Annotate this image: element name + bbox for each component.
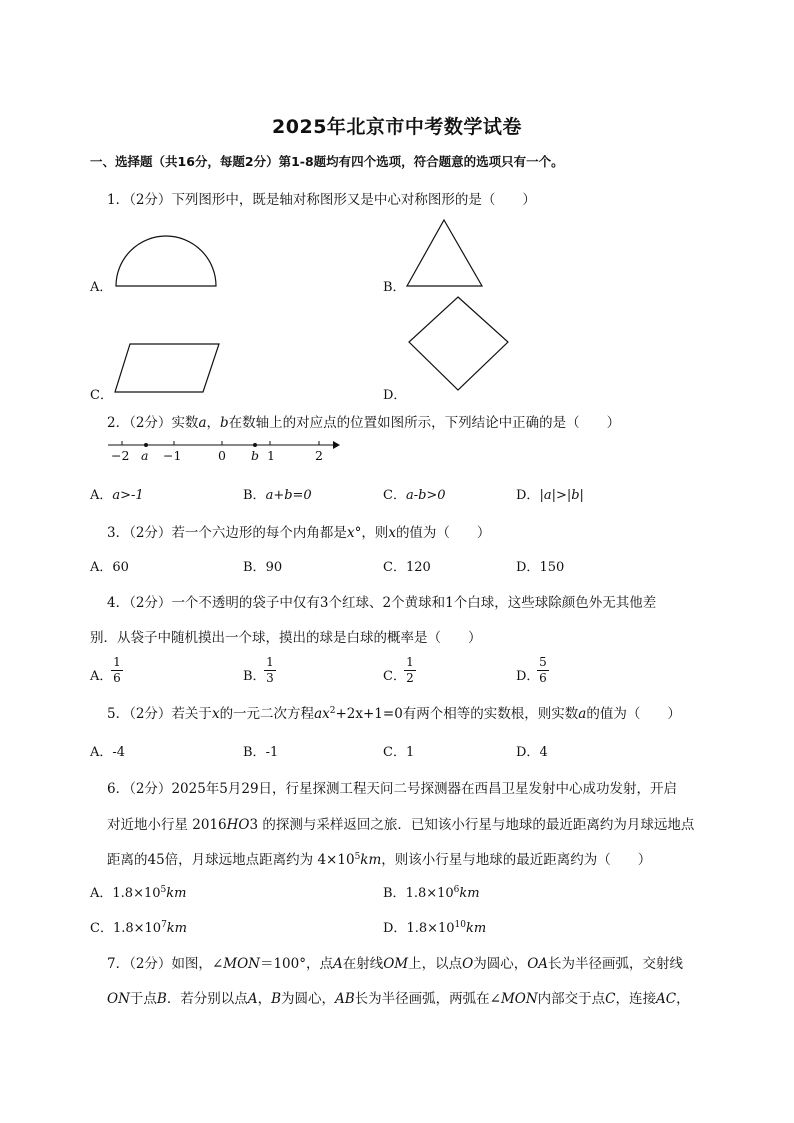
point-a [144,443,148,447]
semicircle-icon [110,230,222,290]
numerator: 1 [111,655,123,671]
number-line [108,436,340,466]
question-number: 5．（2分） [107,706,172,722]
q5-option-c [383,741,414,760]
question-6-line-2 [107,813,694,833]
square-diamond-icon [400,292,515,397]
tick-label: 1 [267,448,275,463]
q4-option-a-label: A． [90,669,113,684]
tick-label: 2 [315,448,323,463]
question-text: ， [257,991,272,1007]
option-value: 1.8×10 [405,886,454,901]
option-label: B． [243,488,266,503]
option-value: 120 [405,560,431,575]
unit: km [166,886,187,901]
equation: ax [314,706,330,722]
option-a-label: A． [90,280,113,295]
option-label: B． [243,560,266,575]
tick-label: a [141,448,149,463]
option-value: 1 [405,745,415,760]
option-label: C． [90,921,113,936]
denominator: 2 [406,671,414,685]
math: ∠MON [211,956,260,972]
question-text: 距离的45倍，月球远地点距离约为 4×10 [107,852,355,868]
q3-option-c [383,556,431,575]
question-1 [107,188,536,208]
q4-option-a-fraction [111,655,123,686]
math: B [271,991,281,1007]
question-text: 为圆心， [473,956,528,972]
question-3 [107,521,490,541]
tick-label: −2 [111,448,130,463]
question-text: 长为半径画弧，交射线 [548,956,684,972]
option-d-label: D． [383,388,407,403]
q6-option-b [383,882,480,901]
variable: a [198,415,207,431]
question-text: 的一元二次方程 [219,706,315,722]
option-label: A． [90,886,113,901]
option-label: D． [516,745,540,760]
question-text: 的值为（ ） [395,525,491,541]
math: OA [527,956,549,972]
math: ∠MON [489,991,538,1007]
exponent: 5 [160,885,167,895]
question-text: 的值为（ ） [586,706,681,722]
section-heading: 一、选择题（共16分，每题2分）第1-8题均有四个选项，符合题意的选项只有一个。 [90,154,564,169]
math: ON [107,991,130,1007]
exponent: 2 [329,706,336,716]
question-text: 在射线 [342,956,384,972]
q4-option-c-fraction [404,655,416,686]
q2-option-b [243,484,312,503]
variable: a [578,706,587,722]
tick-label: b [251,448,260,463]
option-value: 4 [539,745,548,760]
option-b-label: B． [383,280,406,295]
question-text: 长为半径画弧，两弧在 [354,991,490,1007]
exponent: 7 [161,920,167,930]
exponent: 6 [453,885,460,895]
point-b [253,443,257,447]
question-text: 如图， [171,956,212,972]
option-label: B． [383,886,406,901]
arrow-icon [333,441,340,449]
math: OM [383,956,409,972]
question-7-line-2 [107,987,690,1007]
numerator: 5 [537,655,549,671]
question-7 [107,952,683,972]
question-4-continued: 别．从袋子中随机摸出一个球，摸出的球是白球的概率是（ ） [90,630,482,646]
question-text: 为圆心， [280,991,335,1007]
q4-option-b-fraction [264,655,276,686]
tick-label: 0 [218,448,226,463]
exponent: 5 [354,852,361,862]
q3-option-d [516,556,564,575]
option-value: 60 [112,560,129,575]
question-text: 内部交于点 [537,991,606,1007]
asteroid-code: HO [226,817,250,833]
question-text: 若关于 [171,706,212,722]
page-title: 2025年北京市中考数学试卷 [272,116,522,138]
option-value: -4 [112,745,126,760]
question-text: 有两个相等的实数根，则实数 [402,706,579,722]
option-expr: |a|>|b| [539,488,584,503]
math: AC [656,991,677,1007]
variable: x [388,525,396,541]
math: O [462,956,474,972]
option-value: -1 [265,745,279,760]
question-text: 2025年5月29日，行星探测工程天问二号探测器在西昌卫星发射中心成功发射，开启 [171,781,678,797]
q4-option-d-fraction [537,655,549,686]
q6-option-c [90,917,187,936]
unit: km [360,852,382,868]
denominator: 6 [539,671,547,685]
question-number: 4．（2分） [107,595,172,611]
option-label: B． [243,745,266,760]
option-label: C． [383,745,406,760]
question-text: 下列图形中，既是轴对称图形又是中心对称图形的是（ ） [171,192,536,208]
tick-label: −1 [163,448,182,463]
question-text: 一个不透明的袋子中仅有3个红球、2个黄球和1个白球，这些球除颜色外无其他差 [171,595,657,611]
option-label: A． [90,560,113,575]
unit: km [166,921,188,936]
math: AB [334,991,355,1007]
option-label: D． [516,488,540,503]
question-text: ，则该小行星与地球的最近距离约为（ ） [381,852,652,868]
question-text: ， [206,415,220,431]
question-2 [107,411,620,431]
question-text: 在数轴上的对应点的位置如图所示，下列结论中正确的是（ ） [228,415,621,431]
math: C [605,991,616,1007]
q6-option-d [383,917,486,936]
variable: b [220,415,229,431]
question-text: 3 的探测与采样返回之旅．已知该小行星与地球的最近距离约为月球远地点 [249,817,695,833]
option-expr: a>-1 [112,488,144,503]
option-expr: a+b=0 [265,488,312,503]
question-text: 若一个六边形的每个内角都是 [171,525,347,541]
unit: km [466,921,487,936]
math: A [247,991,258,1007]
math: B [156,991,167,1007]
q3-option-b [243,556,282,575]
q3-option-a [90,556,129,575]
exponent: 10 [454,920,466,930]
question-number: 1．（2分） [107,192,172,208]
option-c-label: C． [90,388,113,403]
math: A [332,956,343,972]
option-value: 150 [539,560,565,575]
question-text: 于点 [129,991,157,1007]
option-label: A． [90,745,113,760]
question-text: 对近地小行星 2016 [107,817,227,833]
q6-option-a [90,882,186,901]
parallelogram-icon [110,340,225,400]
numerator: 1 [404,655,416,671]
unit: km [459,886,480,901]
q4-option-d-label: D． [516,669,540,684]
question-number: 2．（2分） [107,415,172,431]
option-label: D． [516,560,540,575]
question-number: 7．（2分） [107,956,172,972]
triangle-icon [400,215,490,295]
option-value: 1.8×10 [406,921,455,936]
question-6 [107,777,677,797]
option-label: C． [383,488,406,503]
question-text: ．若分别以点 [166,991,248,1007]
q5-option-d [516,741,548,760]
question-number: 3．（2分） [107,525,172,541]
variable: x [346,525,355,541]
option-value: 1.8×10 [112,921,162,936]
question-text: 上，以点 [408,956,463,972]
option-label: A． [90,488,113,503]
option-value: 90 [265,560,283,575]
denominator: 6 [113,671,121,685]
question-text: 实数 [171,415,199,431]
q2-option-d [516,484,584,503]
question-4 [107,591,656,611]
q4-option-c-label: C． [383,669,406,684]
numerator: 1 [264,655,276,671]
q5-option-b [243,741,278,760]
question-text: °，则 [354,525,389,541]
question-text: ， [676,991,690,1007]
option-expr: a-b>0 [405,488,446,503]
option-value: 1.8×10 [112,886,161,901]
question-6-line-3 [107,848,651,868]
question-number: 6．（2分） [107,781,172,797]
q2-option-a [90,484,144,503]
question-text: ，连接 [615,991,657,1007]
variable: x [211,706,220,722]
option-label: C． [383,560,406,575]
option-label: D． [383,921,407,936]
equation: +2x+1=0 [335,706,403,722]
denominator: 3 [266,671,274,685]
q4-option-b-label: B． [243,669,266,684]
q2-option-c [383,484,446,503]
question-5 [107,702,681,722]
q5-option-a [90,741,125,760]
question-text: ＝100°，点 [259,956,333,972]
